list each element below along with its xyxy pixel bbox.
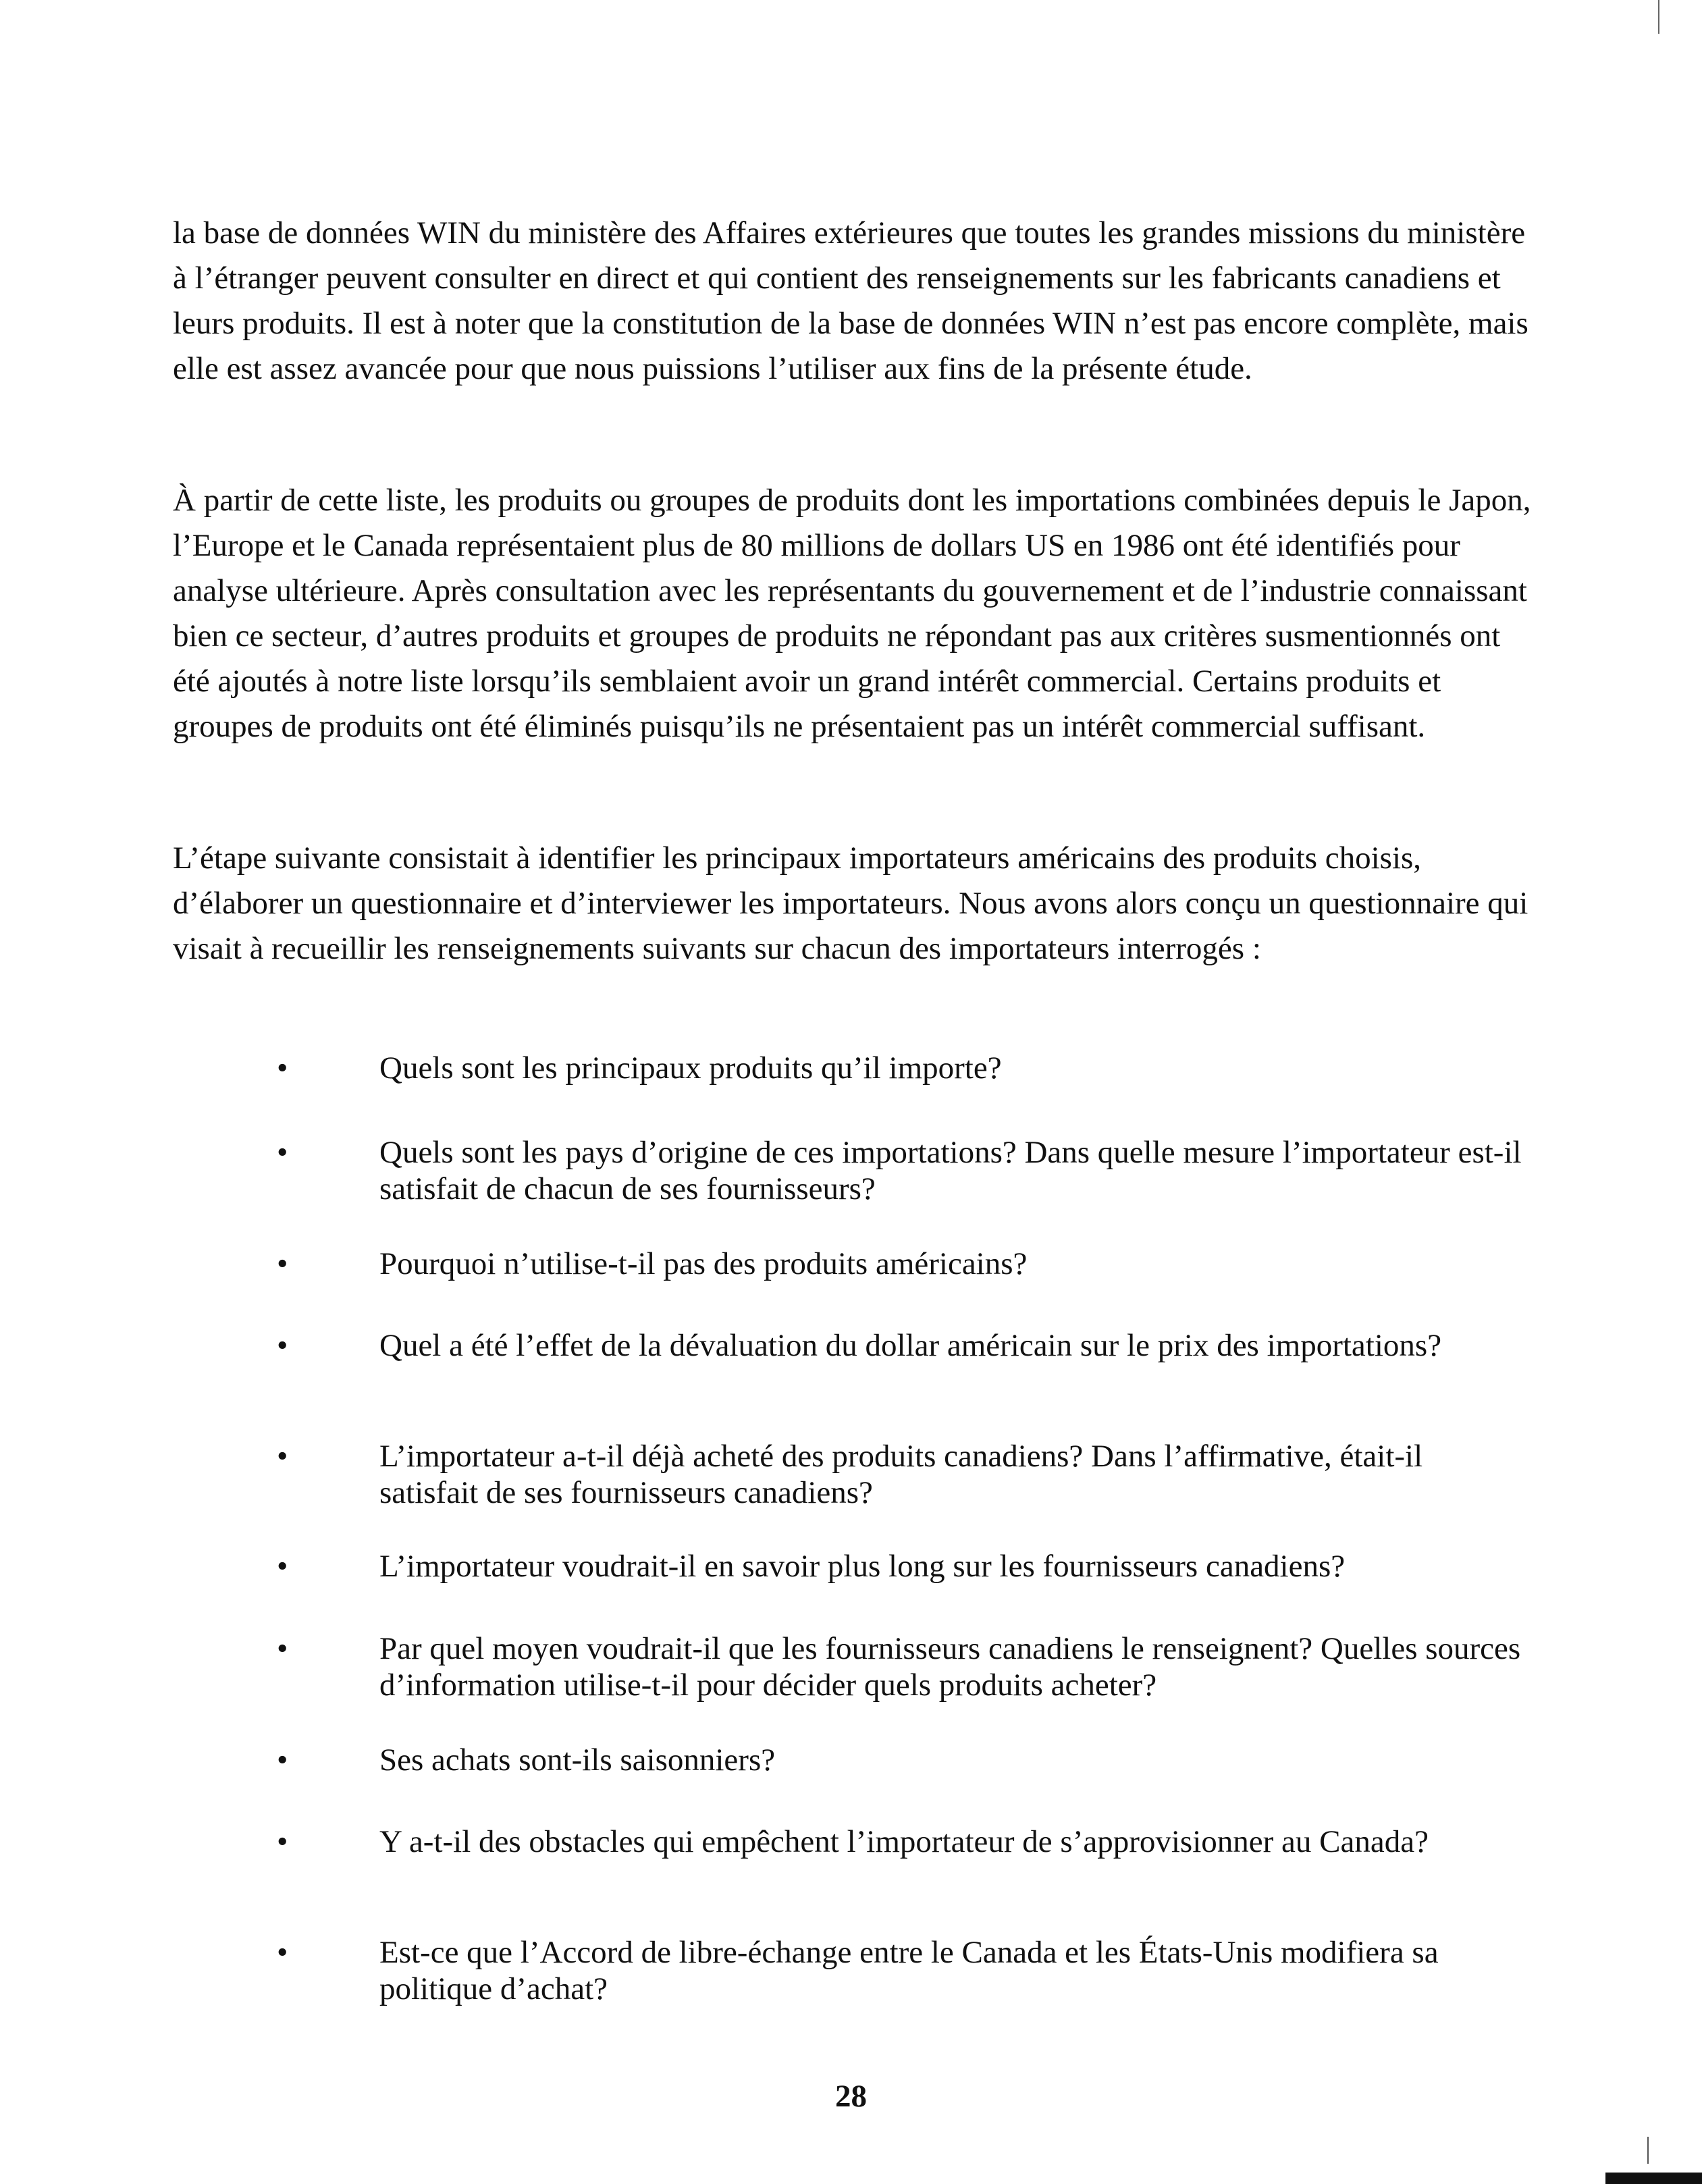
bullet-icon: •	[277, 1050, 288, 1086]
body-paragraph: la base de données WIN du ministère des Affaires extérieures que toutes les grandes missions du ministère à l’étranger peuvent consulter en direct et qui contient des renseignements sur les fabricants canadiens et leurs produits. Il est à noter que la constitution de la base de données WIN n’est pas encore complète, mais elle est assez avancée pour que nous puissions l’utiliser aux fins de la présente étude.	[173, 215, 1528, 386]
bullet-icon: •	[277, 1742, 288, 1778]
scan-edge-mark	[1658, 0, 1659, 34]
body-paragraph: L’étape suivante consistait à identifier les principaux importateurs américains des produits choisis, d’élaborer un questionnaire et d’interviewer les importateurs. Nous avons alors conçu un questionnaire qui visait à recueillir les renseignements suivants sur chacun des importateurs interrogés :	[173, 841, 1528, 966]
question-text: Quel a été l’effet de la dévaluation du dollar américain sur le prix des importations?	[379, 1328, 1442, 1363]
bullet-icon: •	[277, 1135, 288, 1170]
bullet-icon: •	[277, 1935, 288, 1970]
page-number: 28	[835, 2079, 867, 2114]
question-text: Pourquoi n’utilise-t-il pas des produits américains?	[379, 1246, 1028, 1281]
bullet-icon: •	[277, 1246, 288, 1281]
bullet-icon: •	[277, 1631, 288, 1666]
body-paragraph: À partir de cette liste, les produits ou groupes de produits dont les importations combinées depuis le Japon, l’Europe et le Canada représentaient plus de 80 millions de dollars US en 1986 ont été identifiés pour analyse ultérieure. Après consultation avec les représentants du gouvernement et de l’industrie connaissant bien ce secteur, d’autres produits et groupes de produits ne répondant pas aux critères susmentionnés ont été ajoutés à notre liste lorsqu’ils semblaient avoir un grand intérêt commercial. Certains produits et groupes de produits ont été éliminés puisqu’ils ne présentaient pas un intérêt commercial suffisant.	[173, 483, 1531, 744]
question-text: L’importateur voudrait-il en savoir plus long sur les fournisseurs canadiens?	[379, 1549, 1346, 1584]
question-text: Y a-t-il des obstacles qui empêchent l’importateur de s’approvisionner au Canada?	[379, 1824, 1429, 1859]
scan-edge-mark	[1605, 2173, 1702, 2184]
scan-edge-mark	[1647, 2137, 1649, 2164]
bullet-icon: •	[277, 1328, 288, 1363]
question-text: Est-ce que l’Accord de libre-échange entre le Canada et les États-Unis modifiera sa politique d’achat?	[379, 1935, 1439, 2006]
question-text: Par quel moyen voudrait-il que les fournisseurs canadiens le renseignent? Quelles sources d’information utilise-t-il pour décider quels produits acheter?	[379, 1631, 1521, 1703]
bullet-icon: •	[277, 1549, 288, 1584]
question-text: Ses achats sont-ils saisonniers?	[379, 1742, 776, 1778]
bullet-icon: •	[277, 1439, 288, 1474]
question-text: L’importateur a-t-il déjà acheté des produits canadiens? Dans l’affirmative, était-il satisfait de ses fournisseurs canadiens?	[379, 1439, 1423, 1510]
question-text: Quels sont les principaux produits qu’il importe?	[379, 1050, 1002, 1086]
question-text: Quels sont les pays d’origine de ces importations? Dans quelle mesure l’importateur est-il satisfait de chacun de ses fournisseurs?	[379, 1135, 1522, 1206]
bullet-icon: •	[277, 1824, 288, 1859]
